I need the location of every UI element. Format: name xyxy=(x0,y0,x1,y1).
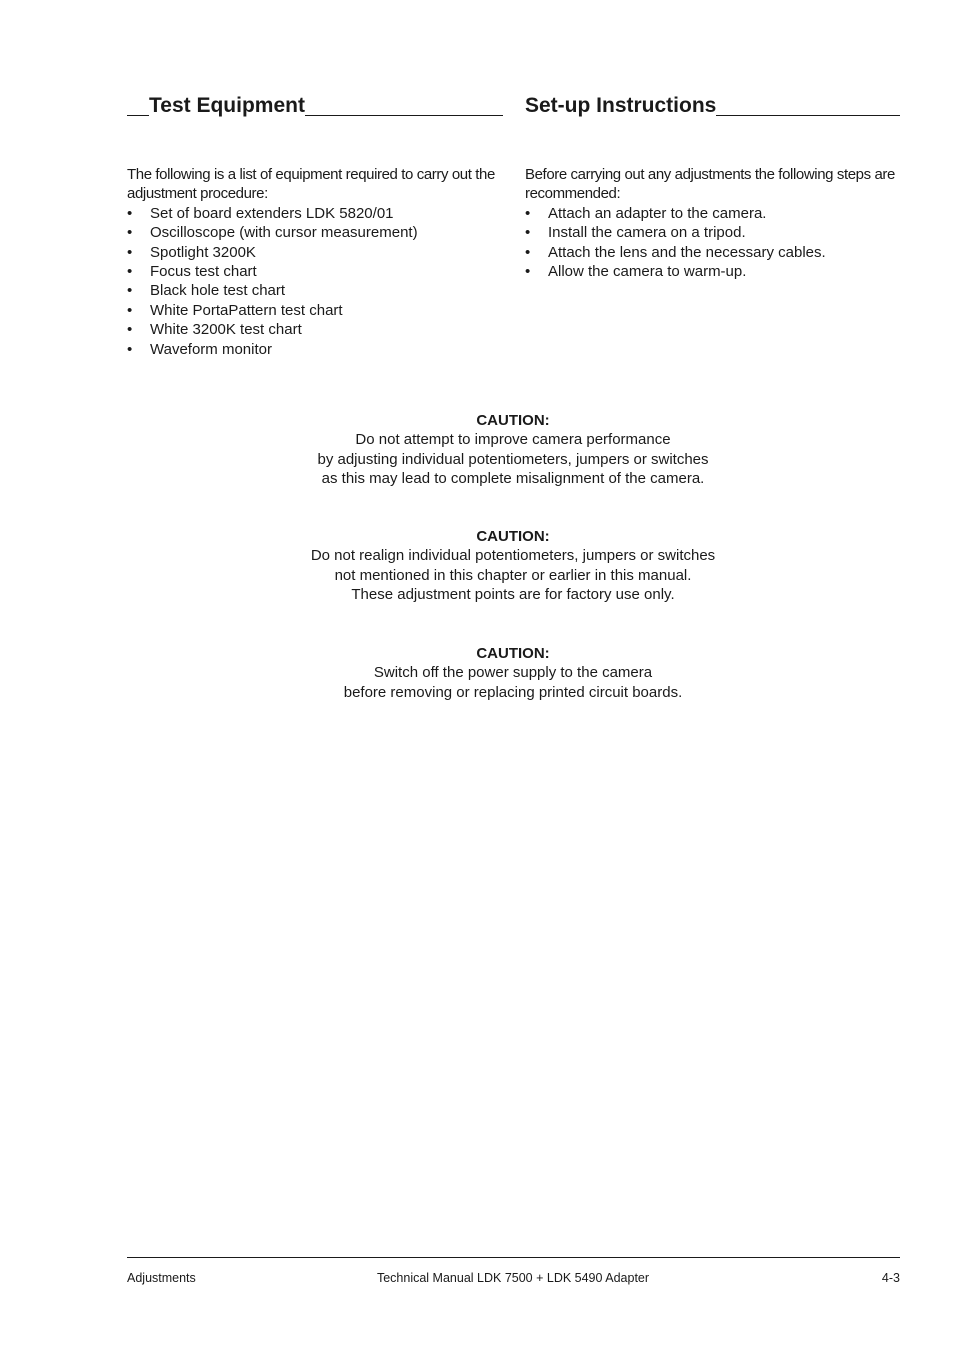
setup-instructions-section xyxy=(525,90,900,281)
caution-line: by adjusting individual potentiometers, jumpers or switches xyxy=(317,450,709,468)
caution-box xyxy=(200,411,826,489)
footer-page-number: 4-3 xyxy=(881,1271,900,1285)
bullet-icon: • xyxy=(525,243,531,261)
setup-steps-list xyxy=(525,204,900,282)
list-item: • Install the camera on a tripod. xyxy=(525,224,746,242)
list-item: • White 3200K test chart xyxy=(127,321,302,339)
caution-line: Switch off the power supply to the camera xyxy=(373,664,653,682)
footer-section-name: Adjustments xyxy=(127,1271,196,1285)
list-item: • Set of board extenders LDK 5820/01 xyxy=(127,204,394,222)
caution-line: These adjustment points are for factory use only. xyxy=(351,586,675,604)
test-equipment-section xyxy=(127,90,503,359)
setup-instructions-heading-row xyxy=(525,90,900,118)
bullet-icon: • xyxy=(127,301,133,319)
list-item: • Attach an adapter to the camera. xyxy=(525,204,767,222)
list-item: • White PortaPattern test chart xyxy=(127,301,343,319)
bullet-icon: • xyxy=(127,263,133,281)
list-item: • Focus test chart xyxy=(127,263,257,281)
caution-line: before removing or replacing printed circuit boards. xyxy=(343,683,683,701)
setup-instructions-intro: Before carrying out any adjustments the following steps are recommended: xyxy=(525,166,895,203)
test-equipment-heading: Test Equipment xyxy=(149,94,305,117)
list-item: • Allow the camera to warm-up. xyxy=(525,263,747,281)
list-item: • Oscilloscope (with cursor measurement) xyxy=(127,224,418,242)
bullet-icon: • xyxy=(127,321,133,339)
heading-rule xyxy=(716,115,900,116)
bullet-icon: • xyxy=(127,204,133,222)
bullet-icon: • xyxy=(525,204,531,222)
caution-line: as this may lead to complete misalignment of the camera. xyxy=(321,470,705,488)
caution-line: not mentioned in this chapter or earlier in this manual. xyxy=(334,566,692,584)
footer-manual-title: Technical Manual LDK 7500 + LDK 5490 Adapter xyxy=(376,1271,650,1285)
list-item: • Black hole test chart xyxy=(127,282,286,300)
setup-instructions-heading: Set-up Instructions xyxy=(525,94,717,117)
caution-box xyxy=(200,644,826,702)
caution-line: Do not attempt to improve camera performance xyxy=(355,431,671,449)
list-item: • Attach the lens and the necessary cables. xyxy=(525,243,826,261)
bullet-icon: • xyxy=(525,263,531,281)
caution-title: CAUTION: xyxy=(476,412,550,429)
bullet-icon: • xyxy=(127,340,133,358)
caution-box xyxy=(200,527,826,605)
caution-title: CAUTION: xyxy=(476,645,550,662)
test-equipment-heading-row xyxy=(127,90,503,118)
test-equipment-intro: The following is a list of equipment required to carry out the adjustment procedure: xyxy=(127,166,495,203)
bullet-icon: • xyxy=(127,282,133,300)
heading-rule xyxy=(305,115,503,116)
caution-line: Do not realign individual potentiometers, jumpers or switches xyxy=(310,547,716,565)
caution-title: CAUTION: xyxy=(476,528,550,545)
list-item: • Waveform monitor xyxy=(127,340,272,358)
bullet-icon: • xyxy=(127,243,133,261)
list-item: • Spotlight 3200K xyxy=(127,243,256,261)
footer-rule xyxy=(127,1257,900,1258)
equipment-list xyxy=(127,204,503,359)
bullet-icon: • xyxy=(127,224,133,242)
bullet-icon: • xyxy=(525,224,531,242)
heading-rule xyxy=(127,115,149,116)
